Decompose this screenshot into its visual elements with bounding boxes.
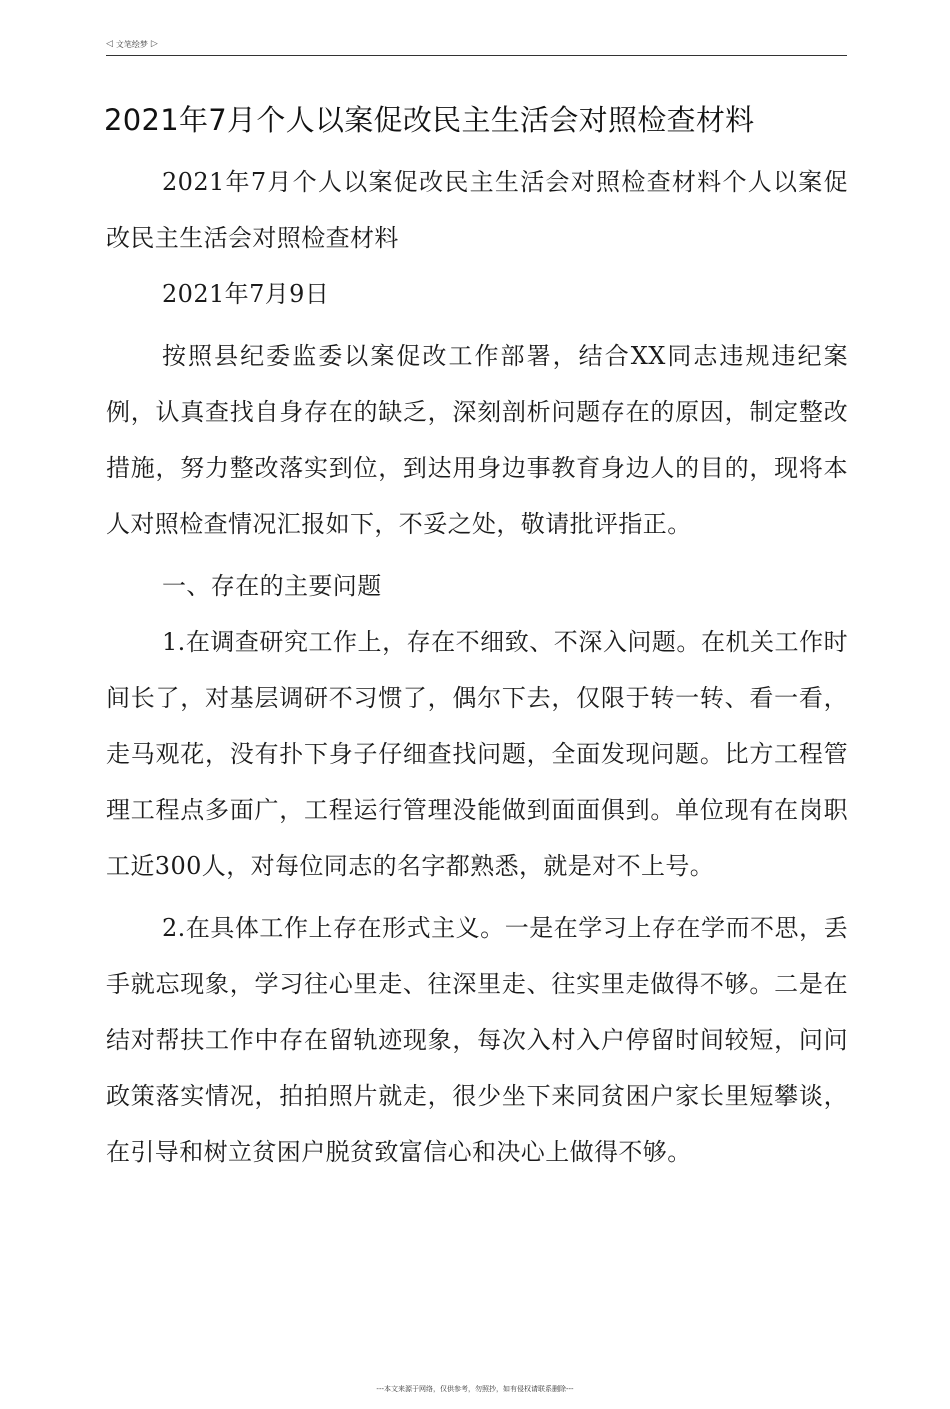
page-header <box>106 39 847 56</box>
header-brand <box>106 39 158 50</box>
footer-notice: ---本文来源于网络，仅供参考，勿照抄，如有侵权请联系删除--- <box>376 1385 574 1393</box>
document-date: 2021年7月9日 <box>162 280 330 308</box>
brand-text: 文笔绘梦 <box>115 40 148 49</box>
section-heading: 一、存在的主要问题 <box>162 572 382 600</box>
document-body <box>106 154 848 1180</box>
document-title: 2021年7月个人以案促改民主生活会对照检查材料 <box>104 103 755 137</box>
document-subtitle: 2021年7月个人以案促改民主生活会对照检查材料个人以案促改民主生活会对照检查材料 <box>106 168 848 252</box>
triangle-left-icon: ◁ <box>106 39 113 49</box>
paragraph-intro: 按照县纪委监委以案促改工作部署，结合XX同志违规违纪案例，认真查找自身存在的缺乏，深刻剖析问题存在的原因，制定整改措施，努力整改落实到位，到达用身边事教育身边人的目的，现将本人对照检查情况汇报如下，不妥之处，敬请批评指正。 <box>106 342 848 538</box>
paragraph-item-1: 1.在调查研究工作上，存在不细致、不深入问题。在机关工作时间长了，对基层调研不习惯了，偶尔下去，仅限于转一转、看一看，走马观花，没有扑下身子仔细查找问题，全面发现问题。比方工程管理工程点多面广，工程运行管理没能做到面面俱到。单位现有在岗职工近300人，对每位同志的名字都熟悉，就是对不上号。 <box>106 628 848 880</box>
triangle-right-icon: ▷ <box>150 39 158 49</box>
paragraph-item-2: 2.在具体工作上存在形式主义。一是在学习上存在学而不思，丢手就忘现象，学习往心里走、往深里走、往实里走做得不够。二是在结对帮扶工作中存在留轨迹现象，每次入村入户停留时间较短，问问政策落实情况，拍拍照片就走，很少坐下来同贫困户家长里短攀谈，在引导和树立贫困户脱贫致富信心和决心上做得不够。 <box>106 914 848 1166</box>
